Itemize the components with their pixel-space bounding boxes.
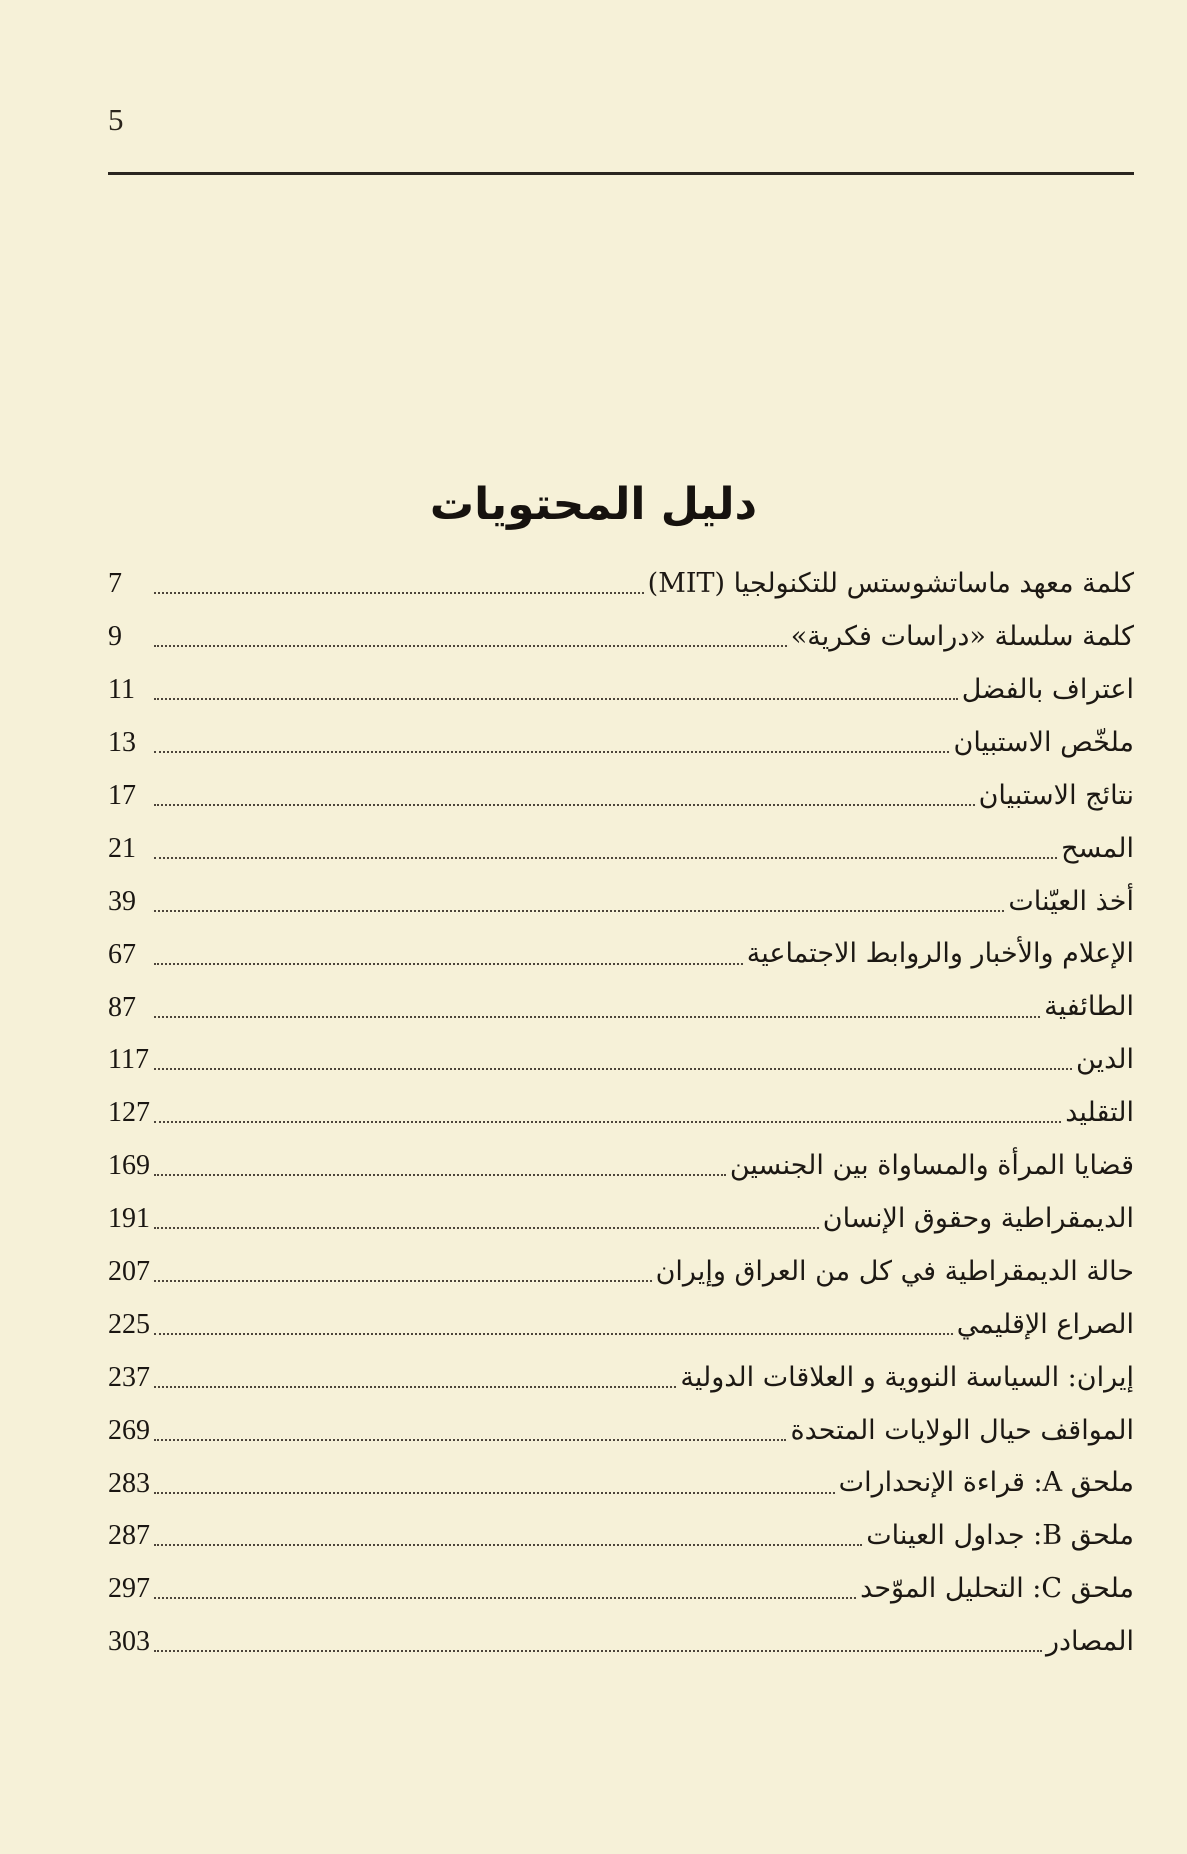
toc-dot-leader: [154, 963, 743, 965]
toc-title: دليل المحتويات: [429, 479, 758, 531]
toc-entry-title: المسح: [1061, 832, 1134, 864]
toc-entry[interactable]: [108, 1616, 1134, 1669]
toc-dot-leader: [154, 1016, 1040, 1018]
toc-entry-page: 127: [108, 1097, 150, 1129]
header-rule: [108, 172, 1134, 175]
toc-entry-page: 303: [108, 1626, 150, 1658]
toc-entry[interactable]: [108, 1034, 1134, 1087]
toc-entry-title: إيران: السياسة النووية و العلاقات الدولية: [680, 1361, 1134, 1393]
toc-entry[interactable]: [108, 611, 1134, 664]
toc-entry-page: 207: [108, 1256, 150, 1288]
toc-entry[interactable]: [108, 928, 1134, 981]
toc-entry[interactable]: [108, 1457, 1134, 1510]
toc-entry[interactable]: [108, 1510, 1134, 1563]
toc-entry-page: 7: [108, 568, 122, 600]
toc-entry[interactable]: [108, 1298, 1134, 1351]
toc-entry-page: 87: [108, 991, 136, 1023]
toc-dot-leader: [154, 910, 1004, 912]
toc-dot-leader: [154, 1492, 835, 1494]
toc-entry-page: 13: [108, 727, 136, 759]
toc-entry-page: 169: [108, 1150, 150, 1182]
toc-entry-title: نتائج الاستبيان: [978, 779, 1134, 811]
table-of-contents: [108, 558, 1134, 1669]
toc-entry-title: الطائفية: [1044, 991, 1134, 1023]
toc-entry[interactable]: [108, 1404, 1134, 1457]
toc-entry[interactable]: [108, 1087, 1134, 1140]
toc-entry-title: حالة الديمقراطية في كل من العراق وإيران: [655, 1255, 1134, 1287]
toc-entry[interactable]: [108, 822, 1134, 875]
toc-dot-leader: [154, 1280, 652, 1282]
toc-entry-page: 117: [108, 1044, 149, 1076]
toc-entry-page: 225: [108, 1308, 150, 1340]
toc-entry[interactable]: [108, 664, 1134, 717]
toc-dot-leader: [154, 1544, 862, 1546]
toc-entry-title: الديمقراطية وحقوق الإنسان: [822, 1202, 1134, 1234]
toc-dot-leader: [154, 1121, 1061, 1123]
toc-entry-title: قضايا المرأة والمساواة بين الجنسين: [729, 1150, 1134, 1182]
toc-entry-title: كلمة معهد ماساتشوستس للتكنولجيا (MIT): [647, 568, 1134, 600]
toc-entry-page: 67: [108, 938, 136, 970]
page-number: 5: [108, 102, 124, 137]
toc-dot-leader: [154, 698, 958, 700]
toc-entry[interactable]: [108, 875, 1134, 928]
toc-dot-leader: [154, 1650, 1042, 1652]
toc-entry-page: 297: [108, 1573, 150, 1605]
toc-dot-leader: [154, 592, 644, 594]
toc-entry-title: الصراع الإقليمي: [956, 1308, 1134, 1340]
toc-dot-leader: [154, 1439, 786, 1441]
toc-dot-leader: [154, 1227, 819, 1229]
toc-entry-page: 191: [108, 1203, 150, 1235]
toc-entry-title: ملخّص الاستبيان: [953, 726, 1134, 758]
toc-entry-page: 283: [108, 1467, 150, 1499]
toc-entry[interactable]: [108, 1351, 1134, 1404]
toc-entry[interactable]: [108, 1563, 1134, 1616]
toc-dot-leader: [154, 1174, 726, 1176]
toc-entry-title: الدين: [1076, 1044, 1134, 1076]
toc-dot-leader: [154, 804, 975, 806]
toc-entry-title: ملحق A: قراءة الإنحدارات: [838, 1467, 1134, 1499]
toc-entry[interactable]: [108, 717, 1134, 770]
toc-entry-title: أخذ العيّنات: [1008, 885, 1134, 917]
toc-entry-title: المصادر: [1045, 1626, 1134, 1658]
toc-entry-title: كلمة سلسلة «دراسات فكرية»: [790, 621, 1134, 653]
toc-dot-leader: [154, 1333, 953, 1335]
toc-entry-page: 287: [108, 1520, 150, 1552]
toc-dot-leader: [154, 1386, 676, 1388]
toc-dot-leader: [154, 751, 949, 753]
toc-entry-title: اعتراف بالفضل: [961, 674, 1134, 706]
toc-entry-title: التقليد: [1065, 1097, 1134, 1129]
toc-entry-title: الإعلام والأخبار والروابط الاجتماعية: [746, 938, 1134, 970]
toc-entry-page: 21: [108, 832, 136, 864]
toc-dot-leader: [154, 1068, 1072, 1070]
toc-entry-page: 269: [108, 1414, 150, 1446]
toc-entry[interactable]: [108, 1246, 1134, 1299]
toc-entry[interactable]: [108, 1193, 1134, 1246]
toc-entry-page: 17: [108, 780, 136, 811]
toc-entry-page: 39: [108, 885, 136, 917]
toc-entry-title: المواقف حيال الولايات المتحدة: [790, 1414, 1134, 1446]
toc-entry-title: ملحق B: جداول العينات: [866, 1520, 1134, 1552]
toc-entry-page: 11: [108, 674, 135, 706]
toc-dot-leader: [154, 1597, 856, 1599]
toc-entry[interactable]: [108, 770, 1134, 823]
toc-entry-title: ملحق C: التحليل الموّحد: [860, 1573, 1134, 1605]
toc-entry-page: 237: [108, 1361, 150, 1393]
toc-dot-leader: [154, 857, 1057, 859]
toc-dot-leader: [154, 645, 787, 647]
toc-entry[interactable]: [108, 1140, 1134, 1193]
toc-entry[interactable]: [108, 981, 1134, 1034]
toc-entry-page: 9: [108, 621, 122, 653]
toc-entry[interactable]: [108, 558, 1134, 611]
